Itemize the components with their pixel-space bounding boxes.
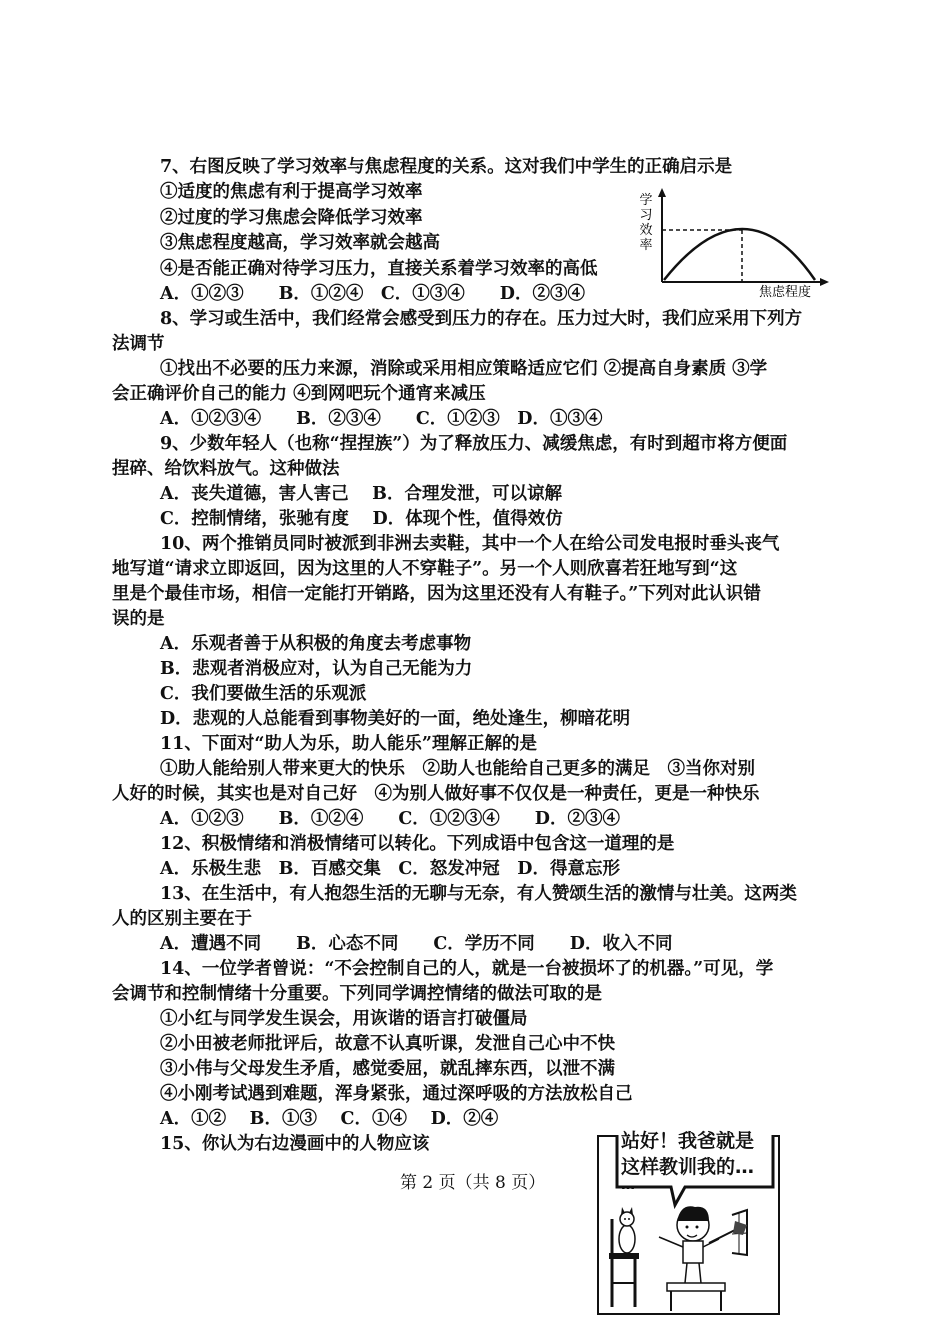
text-line: ①助人能给别人带来更大的快乐 ②助人也能给自己更多的满足 ③当你对别 (160, 759, 755, 779)
text-line: ③焦虑程度越高，学习效率就会越高 (160, 233, 440, 253)
text-line: B．悲观者消极应对，认为自己无能为力 (160, 659, 473, 679)
text-line: 14、一位学者曾说：“不会控制自己的人，就是一台被损坏了的机器。”可见，学 (160, 959, 774, 979)
text-line: 10、两个推销员同时被派到非洲去卖鞋，其中一个人在给公司发电报时垂头丧气 (160, 534, 780, 554)
text-line: A．①②③④ B．②③④ C．①②③ D．①③④ (160, 409, 603, 429)
text-line: ②过度的学习焦虑会降低学习效率 (160, 208, 423, 228)
text-line: ④是否能正确对待学习压力，直接关系着学习效率的高低 (160, 259, 598, 279)
efficiency-curve (664, 229, 815, 280)
text-line: 7、右图反映了学习效率与焦虑程度的关系。这对我们中学生的正确启示是 (160, 157, 733, 177)
text-line: A．乐观者善于从积极的角度去考虑事物 (160, 634, 472, 654)
text-line: 人的区别主要在于 (112, 909, 252, 929)
text-line: C．我们要做生活的乐观派 (160, 684, 367, 704)
text-line: ①找出不必要的压力来源，消除或采用相应策略适应它们 ②提高自身素质 ③学 (160, 359, 768, 379)
chart-axes (658, 188, 829, 286)
cat-icon (619, 1207, 635, 1253)
text-line: A．①②③ B．①②④ C．①③④ D．②③④ (160, 284, 585, 304)
efficiency-anxiety-chart (637, 188, 829, 300)
text-line: 会调节和控制情绪十分重要。下列同学调控情绪的做法可取的是 (112, 984, 602, 1004)
speech-line-3: … (621, 1177, 635, 1193)
text-line: A．丧失道德，害人害己 B．合理发泄，可以谅解 (160, 484, 562, 504)
text-line: 捏碎、给饮料放气。这种做法 (112, 459, 340, 479)
text-line: ④小刚考试遇到难题，浑身紧张，通过深呼吸的方法放松自己 (160, 1084, 633, 1104)
text-line: ②小田被老师批评后，故意不认真听课，发泄自己心中不快 (160, 1034, 615, 1054)
text-line: 地写道“请求立即返回，因为这里的人不穿鞋子”。另一个人则欣喜若狂地写到“这 (112, 559, 738, 579)
text-line: 会正确评价自己的能力 ④到网吧玩个通宵来减压 (112, 384, 486, 404)
text-line: 8、学习或生活中，我们经常会感受到压力的存在。压力过大时，我们应采用下列方 (160, 309, 803, 329)
text-line: 法调节 (112, 334, 165, 354)
text-line: 误的是 (112, 609, 165, 629)
text-line: ③小伟与父母发生矛盾，感觉委屈，就乱摔东西，以泄不满 (160, 1059, 615, 1079)
text-line: D．悲观的人总能看到事物美好的一面，绝处逢生，柳暗花明 (160, 709, 631, 729)
page-footer: 第 2 页（共 8 页） (400, 1173, 546, 1193)
text-line: 15、你认为右边漫画中的人物应该 (160, 1134, 430, 1154)
text-line: C．控制情绪，张驰有度 D．体现个性，值得效仿 (160, 509, 563, 529)
y-axis-label-text: 学习效率 (639, 193, 653, 253)
text-line: A．①②③ B．①②④ C．①②③④ D．②③④ (160, 809, 620, 829)
text-line: 11、下面对“助人为乐，助人能乐”理解正解的是 (160, 734, 537, 754)
text-line: ①适度的焦虑有利于提高学习效率 (160, 182, 423, 202)
text-line: A．①② B．①③ C．①④ D．②④ (160, 1109, 499, 1129)
text-line: 12、积极情绪和消极情绪可以转化。下列成语中包含这一道理的是 (160, 834, 675, 854)
text-line: A．遭遇不同 B．心态不同 C．学历不同 D．收入不同 (160, 934, 673, 954)
text-line: ①小红与同学发生误会，用诙谐的语言打破僵局 (160, 1009, 528, 1029)
text-line: 里是个最佳市场，相信一定能打开销路，因为这里还没有人有鞋子。”下列对此认识错 (112, 584, 761, 604)
speech-line-2: 这样教训我的… (621, 1156, 755, 1178)
speech-line-1: 站好！我爸就是 (621, 1130, 755, 1152)
text-line: 13、在生活中，有人抱怨生活的无聊与无奈，有人赞颂生活的激情与壮美。这两类 (160, 884, 797, 904)
y-axis-label (639, 193, 652, 253)
x-axis-label: 焦虑程度 (758, 285, 812, 300)
text-line: A．乐极生悲 B．百感交集 C．怒发冲冠 D．得意忘形 (160, 859, 620, 879)
text-line: 9、少数年轻人（也称“捏捏族”）为了释放压力、减缓焦虑，有时到超市将方便面 (160, 434, 788, 454)
text-line: 人好的时候，其实也是对自己好 ④为别人做好事不仅仅是一种责任，更是一种快乐 (112, 784, 760, 804)
